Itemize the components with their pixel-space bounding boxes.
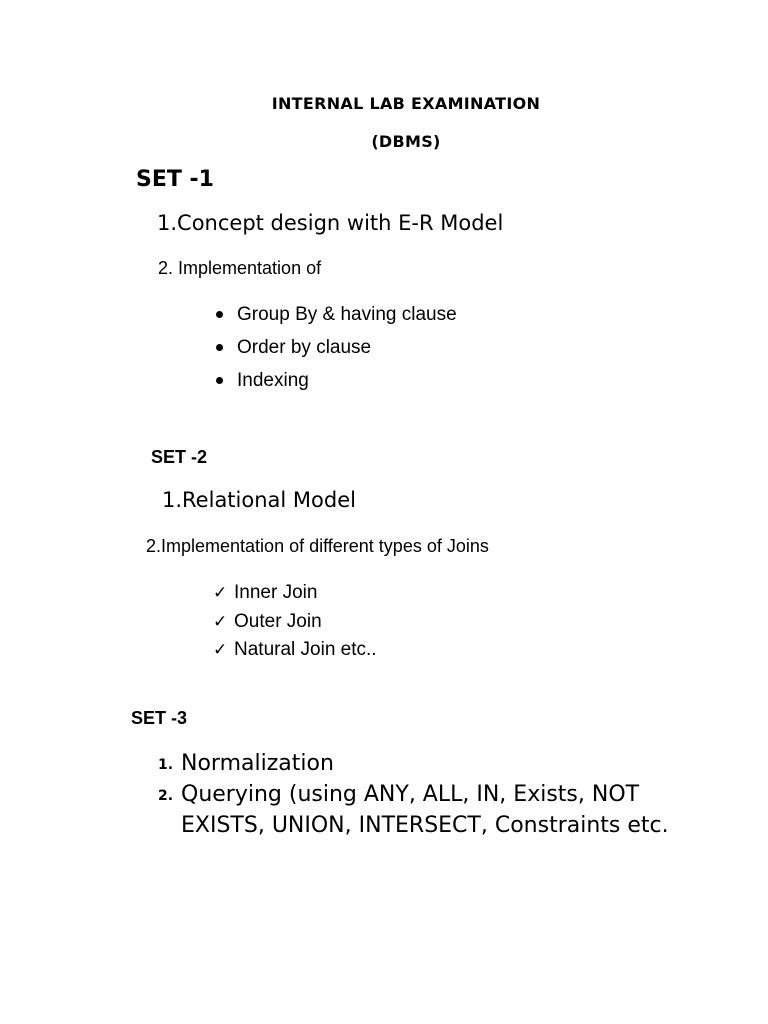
list-item-label: Outer Join <box>234 610 322 632</box>
set2-item-2: 2.Implementation of different types of Joins <box>146 536 489 556</box>
list-item <box>158 779 678 841</box>
bullet-icon <box>216 344 223 351</box>
check-icon: ✓ <box>213 640 228 660</box>
list-item-label: Querying (using ANY, ALL, IN, Exists, NOT EXISTS, UNION, INTERSECT, Constraints etc. <box>181 782 669 838</box>
set1-heading: SET -1 <box>136 167 214 192</box>
bullet-icon <box>216 311 223 318</box>
list-item <box>213 580 377 609</box>
list-item-label: Natural Join etc.. <box>234 639 377 660</box>
bullet-icon <box>216 377 223 384</box>
set2-heading: SET -2 <box>151 447 208 467</box>
check-icon: ✓ <box>213 611 228 632</box>
set3-numbered-list <box>158 748 678 841</box>
set1-item-1: 1.Concept design with E-R Model <box>157 211 504 235</box>
page-title: INTERNAL LAB EXAMINATION <box>271 94 541 113</box>
list-item-label: Indexing <box>237 370 309 391</box>
list-item <box>158 748 678 779</box>
set1-bullet-list <box>216 302 457 401</box>
list-item <box>213 637 377 666</box>
list-item-label: Inner Join <box>234 582 318 603</box>
set2-check-list <box>213 580 377 666</box>
list-item-number: 1. <box>158 757 174 773</box>
list-item <box>216 335 457 368</box>
list-item-number: 2. <box>158 788 174 804</box>
list-item-label: Order by clause <box>237 337 372 358</box>
check-icon: ✓ <box>213 583 228 603</box>
list-item <box>216 368 457 401</box>
list-item-label: Normalization <box>181 751 334 776</box>
set2-item-1: 1.Relational Model <box>162 488 356 512</box>
list-item-label: Group By & having clause <box>237 304 457 325</box>
list-item <box>213 609 377 638</box>
set1-item-2: 2. Implementation of <box>158 258 322 278</box>
list-item <box>216 302 457 335</box>
set3-heading: SET -3 <box>131 708 188 728</box>
page-subtitle: (DBMS) <box>371 132 441 151</box>
